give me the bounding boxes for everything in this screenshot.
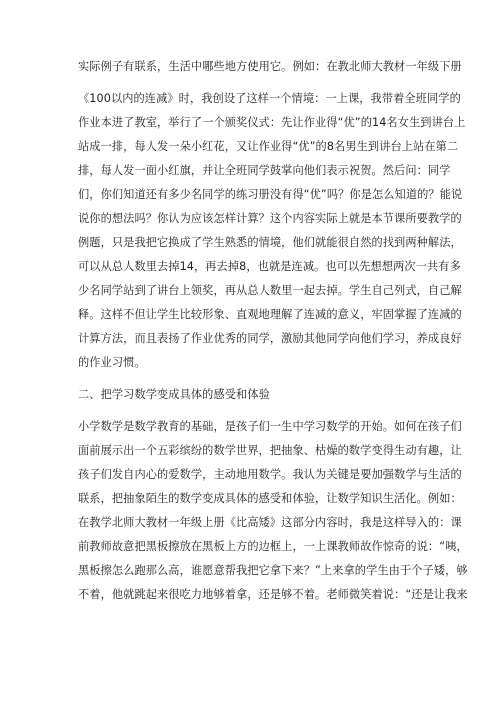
text-line: 的作业习惯。 bbox=[78, 356, 146, 369]
text-line: 黑板擦怎么跑那么高，谁愿意帮我把它拿下来？”上来拿的学生由于个子矮，够 bbox=[78, 564, 468, 577]
text-line: 面前展示出一个五彩缤纷的数学世界，把抽象、枯燥的数学变得生动有趣，让 bbox=[78, 444, 462, 457]
text-line: 作业本进了教室，举行了一个颁奖仪式：先让作业得“优”的14名女生到讲台上 bbox=[78, 116, 466, 129]
text-line: 少名同学站到了讲台上领奖，再从总人数里一起去掉。学生自己列式，自己解 bbox=[78, 284, 462, 297]
text-line: 孩子们发自内心的爱数学，主动地用数学。我认为关键是要加强数学与生活的 bbox=[78, 468, 462, 481]
text-line: 在教学北师大教材一年级上册《比高矮》这部分内容时，我是这样导入的：课 bbox=[78, 516, 462, 529]
text-line: 前教师故意把黑板擦放在黑板上方的边框上，一上课教师故作惊奇的说：“咦， bbox=[78, 540, 468, 553]
text-line: 《100以内的连减》时，我创设了这样一个情境：一上课，我带着全班同学的 bbox=[78, 92, 461, 105]
section-heading: 二、把学习数学变成具体的感受和体验 bbox=[78, 388, 270, 401]
text-line: 联系，把抽象陌生的数学变成具体的感受和体验，让数学知识生活化。例如： bbox=[78, 492, 462, 505]
text-line: 例题，只是我把它换成了学生熟悉的情境，他们就能很自然的找到两种解法， bbox=[78, 236, 462, 249]
text-line: 站成一排，每人发一朵小红花，又让作业得“优”的8名男生到讲台上站在第二 bbox=[78, 140, 459, 153]
text-line: 说你的想法吗？你认为应该怎样计算？这个内容实际上就是本节课所要教学的 bbox=[78, 212, 462, 225]
text-line: 释。这样不但让学生比较形象、直观地理解了连减的意义，牢固掌握了连减的 bbox=[78, 308, 462, 321]
text-line: 可以从总人数里去掉14，再去掉8，也就是连减。也可以先想想两次一共有多 bbox=[78, 260, 461, 273]
text-line: 小学数学是数学教育的基础，是孩子们一生中学习数学的开始。如何在孩子们 bbox=[78, 420, 462, 433]
text-line: 计算方法，而且表扬了作业优秀的同学，激励其他同学向他们学习，养成良好 bbox=[78, 332, 462, 345]
text-line: 排，每人发一面小红旗，并让全班同学鼓掌向他们表示祝贺。然后问：同学 bbox=[78, 164, 451, 177]
text-line: 实际例子有联系，生活中哪些地方使用它。例如：在教北师大教材一年级下册 bbox=[78, 60, 462, 73]
text-line: 们，你们知道还有多少名同学的练习册没有得“优”吗？你是怎么知道的？能说 bbox=[78, 188, 463, 201]
text-line: 不着，他就跳起来很吃力地够着拿，还是够不着。老师微笑着说：“还是让我来 bbox=[78, 588, 468, 601]
